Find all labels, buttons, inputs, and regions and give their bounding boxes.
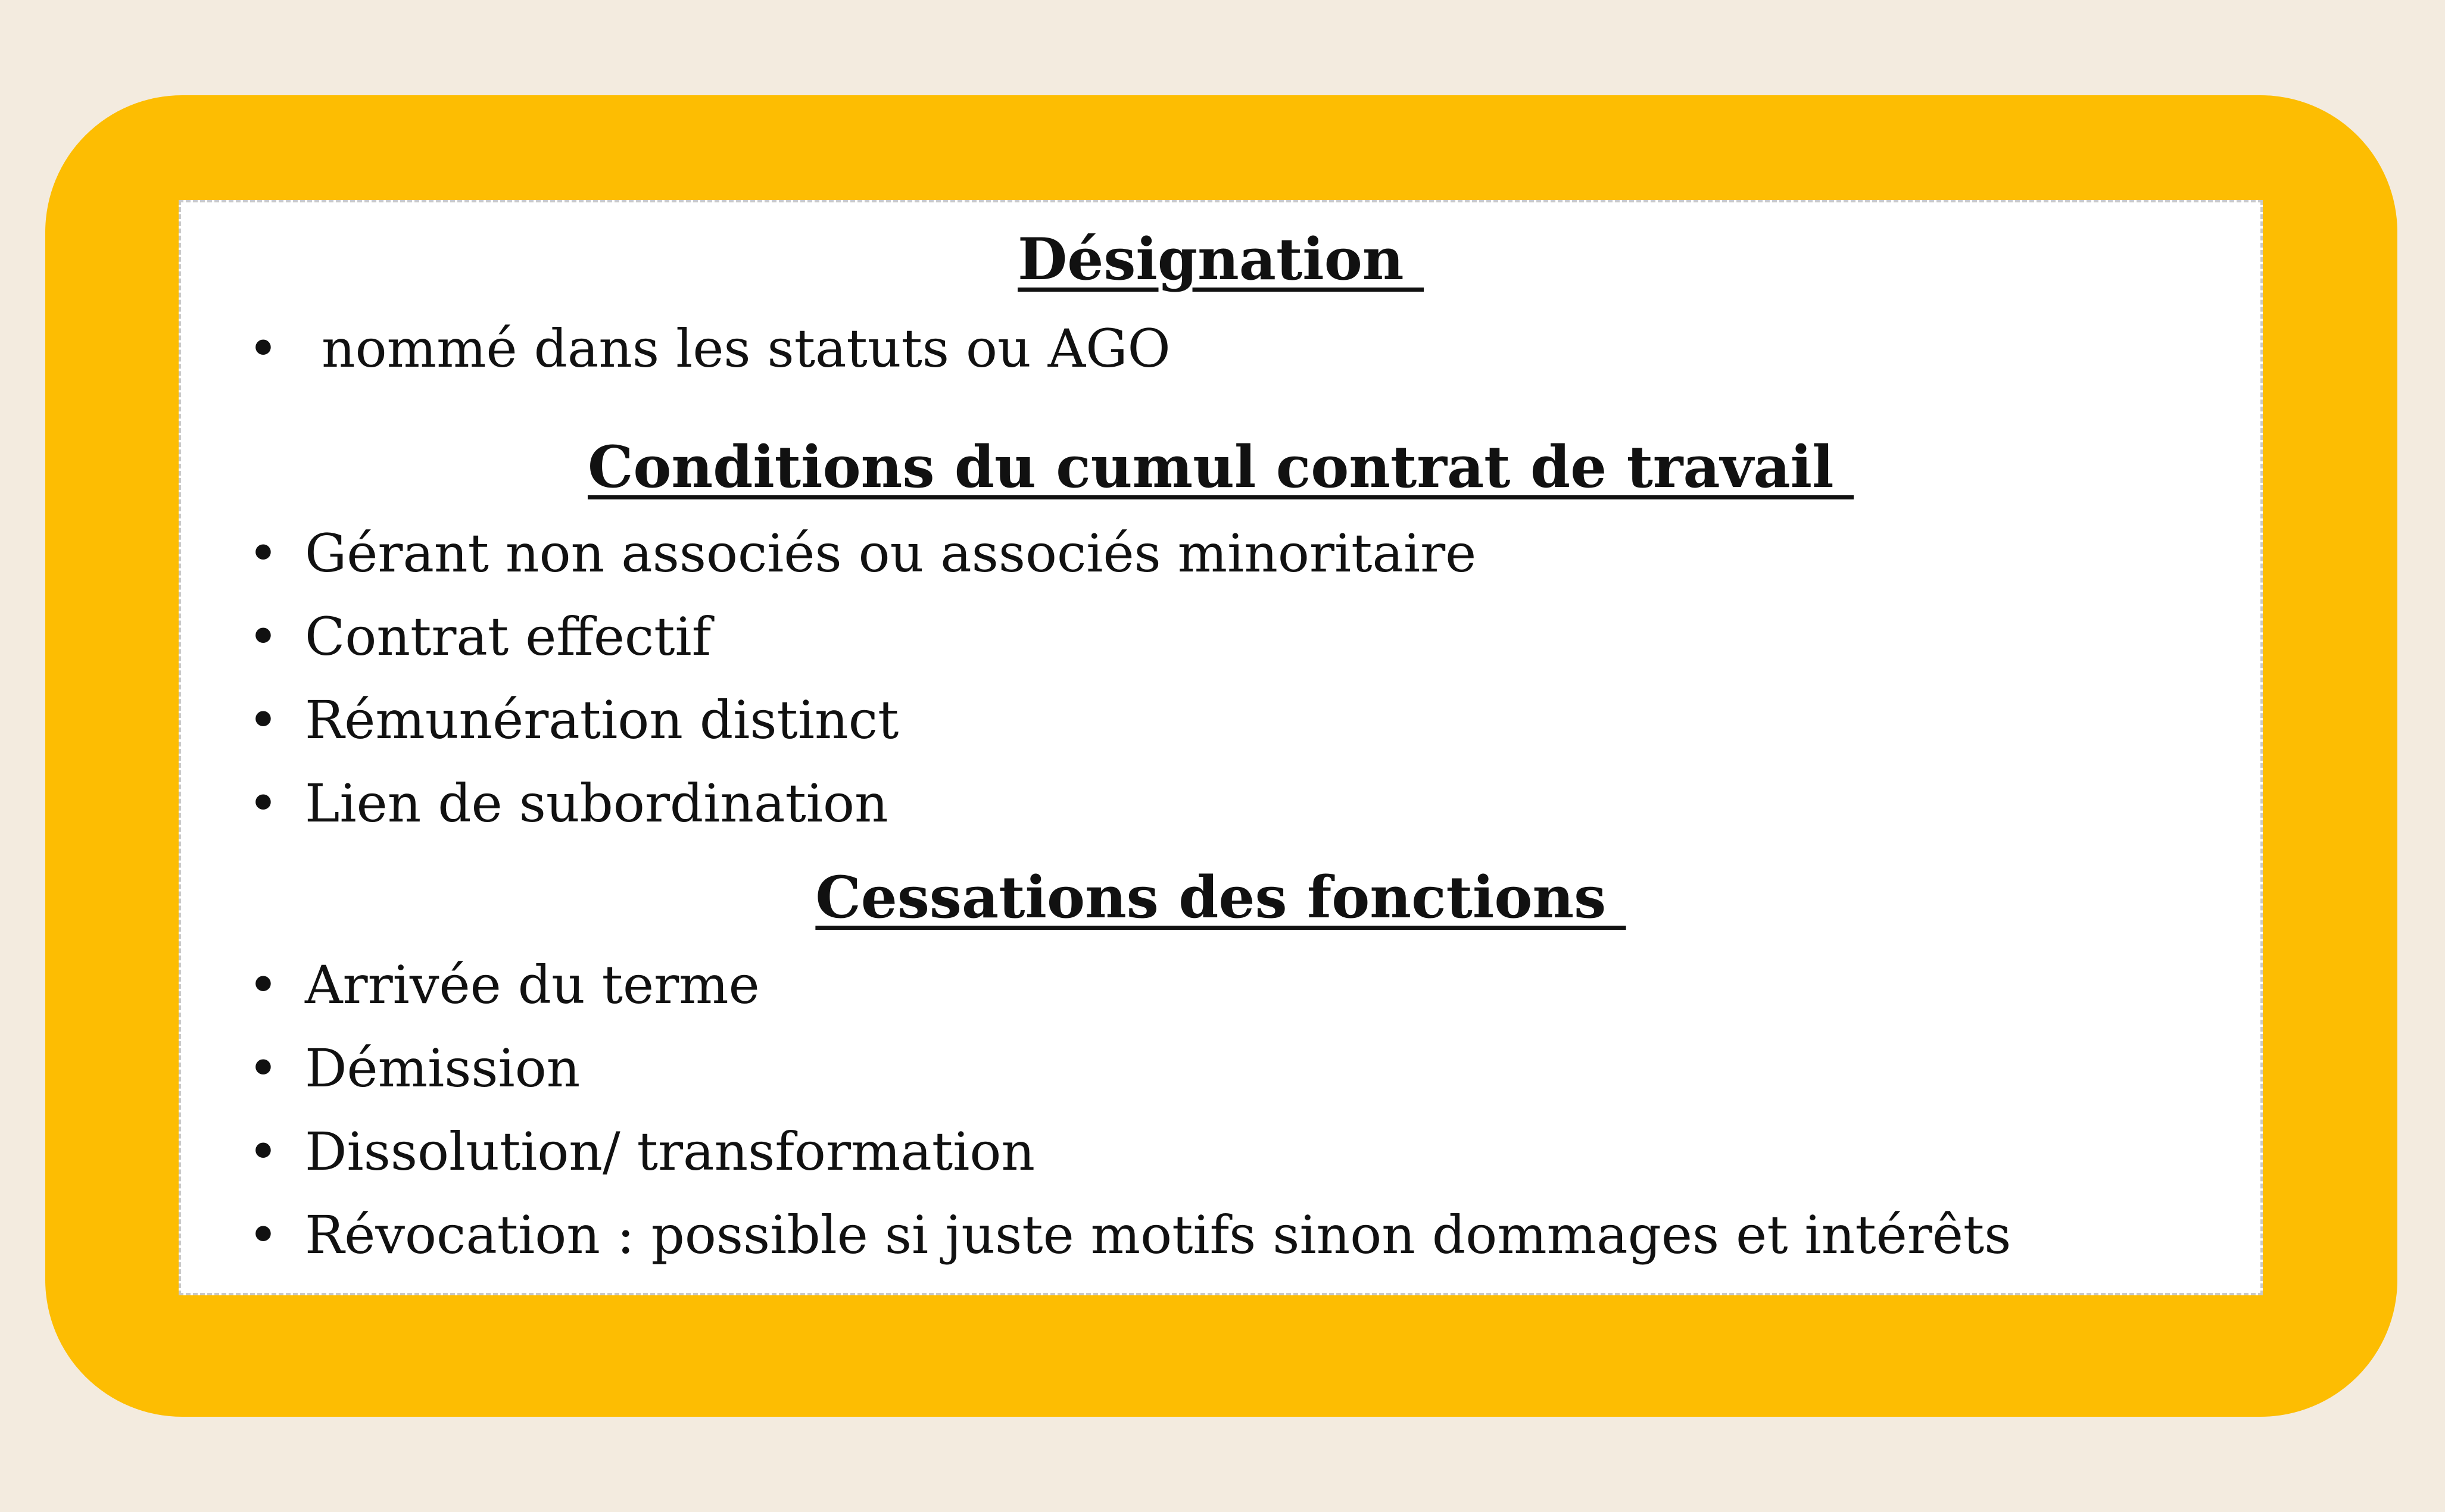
list-item [181, 518, 2260, 589]
bullet-icon: • [248, 954, 279, 1016]
list-item-text: Dissolution/ transformation [305, 1121, 1036, 1182]
list-item-text: Contrat effectif [305, 606, 712, 667]
bullet-icon: • [248, 773, 279, 834]
list-item-text: nommé dans les statuts ou AGO [305, 318, 1171, 379]
bullet-icon: • [248, 689, 279, 751]
list-item [181, 1116, 2260, 1188]
list-item-text: Gérant non associés ou associés minoritaire [305, 523, 1477, 584]
section-heading-cessations: Cessations des fonctions [815, 864, 1626, 931]
list-item-text: Révocation : possible si juste motifs sinon dommages et intérêts [305, 1204, 2011, 1266]
bullet-icon: • [248, 1204, 279, 1266]
bullet-icon: • [248, 606, 279, 667]
bullet-icon: • [248, 1038, 279, 1099]
list-item [181, 1033, 2260, 1104]
list-item-text: Lien de subordination [305, 773, 888, 834]
section-heading-designation: Désignation [1017, 226, 1424, 293]
bullet-icon: • [248, 523, 279, 584]
list-item [181, 949, 2260, 1021]
list-item [181, 1199, 2260, 1271]
bullet-icon: • [248, 318, 279, 379]
list-item-text: Arrivée du terme [305, 954, 760, 1016]
bullet-icon: • [248, 1121, 279, 1182]
list-item-text: Rémunération distinct [305, 689, 899, 751]
section-heading-conditions: Conditions du cumul contrat de travail [587, 433, 1854, 501]
list-item [181, 601, 2260, 673]
list-item [181, 685, 2260, 756]
content-card [179, 200, 2263, 1295]
list-item [181, 313, 2260, 385]
list-item [181, 768, 2260, 839]
list-item-text: Démission [305, 1038, 581, 1099]
